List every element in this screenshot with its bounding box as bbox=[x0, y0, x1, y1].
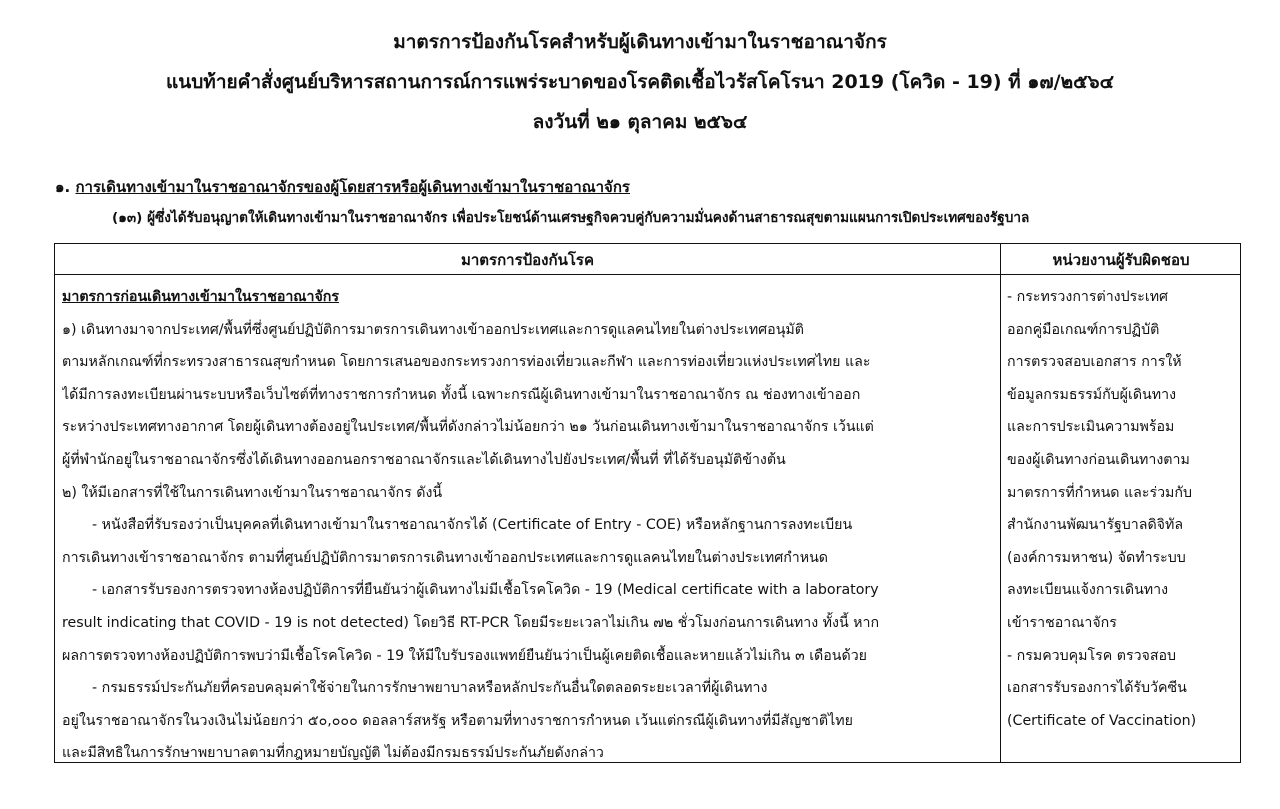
measures-cell bbox=[62, 281, 992, 770]
measures-line: และมีสิทธิในการรักษาพยาบาลตามที่กฎหมายบัญญัติ ไม่ต้องมีกรมธรรม์ประกันภัยดังกล่าว bbox=[62, 745, 604, 762]
column-header-responsible: หน่วยงานผู้รับผิดชอบ bbox=[1052, 251, 1190, 269]
responsible-line: และการประเมินความพร้อม bbox=[1007, 419, 1175, 436]
measures-line: ๑) เดินทางมาจากประเทศ/พื้นที่ซึ่งศูนย์ปฏิบัติการมาตรการเดินทางเข้าออกประเทศและการดูแลคนไทยในต่างประเทศอนุมัติ bbox=[62, 321, 804, 338]
responsible-line: เอกสารรับรองการได้รับวัคซีน bbox=[1007, 680, 1187, 697]
section-number: ๑. bbox=[55, 178, 71, 196]
responsible-line: - กรมควบคุมโรค ตรวจสอบ bbox=[1007, 647, 1177, 664]
responsible-line: ของผู้เดินทางก่อนเดินทางตาม bbox=[1007, 451, 1190, 468]
measures-line: ๒) ให้มีเอกสารที่ใช้ในการเดินทางเข้ามาในราชอาณาจักร ดังนี้ bbox=[62, 484, 443, 501]
responsible-line: - กระทรวงการต่างประเทศ bbox=[1007, 289, 1169, 305]
responsible-line: การตรวจสอบเอกสาร การให้ bbox=[1007, 354, 1182, 371]
section-heading bbox=[55, 176, 630, 198]
measures-line: การเดินทางเข้าราชอาณาจักร ตามที่ศูนย์ปฏิบัติการมาตรการเดินทางเข้าออกประเทศและการดูแลคนไทยในต่างประเทศกำหนด bbox=[62, 549, 829, 566]
column-header-measures: มาตรการป้องกันโรค bbox=[460, 251, 594, 269]
responsible-line: ข้อมูลกรมธรรม์กับผู้เดินทาง bbox=[1007, 386, 1176, 403]
measures-line: - เอกสารรับรองการตรวจทางห้องปฏิบัติการที่ยืนยันว่าผู้เดินทางไม่มีเชื้อโรคโควิด - 19 (Medical certificate with a laboratory bbox=[92, 582, 879, 599]
document-subtitle: แนบท้ายคำสั่งศูนย์บริหารสถานการณ์การแพร่ระบาดของโรคติดเชื้อไวรัสโคโรนา 2019 (โควิด - 19) ที่ ๑๗/๒๕๖๔ bbox=[166, 71, 1114, 93]
header-divider bbox=[55, 274, 1240, 275]
responsible-cell bbox=[1007, 281, 1237, 737]
measures-line: result indicating that COVID - 19 is not detected) โดยวิธี RT-PCR โดยมีระยะเวลาไม่เกิน ๗๒ ชั่วโมงก่อนการเดินทาง ทั้งนี้ หาก bbox=[62, 614, 880, 631]
responsible-line: มาตรการที่กำหนด และร่วมกับ bbox=[1007, 484, 1193, 501]
measures-line: ผลการตรวจทางห้องปฏิบัติการพบว่ามีเชื้อโรคโควิด - 19 ให้มีใบรับรองแพทย์ยืนยันว่าเป็นผู้เคยติดเชื้อและหายแล้วไม่เกิน ๓ เดือนด้วย bbox=[62, 647, 867, 664]
measures-line: - หนังสือที่รับรองว่าเป็นบุคคลที่เดินทางเข้ามาในราชอาณาจักรได้ (Certificate of Entry - COE) หรือหลักฐานการลงทะเบียน bbox=[92, 517, 853, 534]
measures-heading: มาตรการก่อนเดินทางเข้ามาในราชอาณาจักร bbox=[62, 289, 339, 305]
measures-table bbox=[54, 243, 1241, 763]
measures-line: ระหว่างประเทศทางอากาศ โดยผู้เดินทางต้องอยู่ในประเทศ/พื้นที่ดังกล่าวไม่น้อยกว่า ๒๑ วันก่อนเดินทางเข้ามาในราชอาณาจักร เว้นแต่ bbox=[62, 419, 874, 436]
responsible-line: ลงทะเบียนแจ้งการเดินทาง bbox=[1007, 582, 1169, 599]
responsible-line: ออกคู่มือเกณฑ์การปฏิบัติ bbox=[1007, 321, 1160, 338]
responsible-line: สำนักงานพัฒนารัฐบาลดิจิทัล bbox=[1007, 517, 1184, 534]
responsible-line: (Certificate of Vaccination) bbox=[1007, 712, 1197, 729]
section-title: การเดินทางเข้ามาในราชอาณาจักรของผู้โดยสารหรือผู้เดินทางเข้ามาในราชอาณาจักร bbox=[75, 178, 630, 196]
document-date: ลงวันที่ ๒๑ ตุลาคม ๒๕๖๔ bbox=[532, 111, 748, 133]
measures-line: ผู้ที่พำนักอยู่ในราชอาณาจักรซึ่งได้เดินทางออกนอกราชอาณาจักรและได้เดินทางไปยังประเทศ/พื้นที่ ที่ได้รับอนุมัติข้างต้น bbox=[62, 451, 786, 468]
column-divider bbox=[1000, 244, 1001, 762]
measures-line: อยู่ในราชอาณาจักรในวงเงินไม่น้อยกว่า ๕๐,๐๐๐ ดอลลาร์สหรัฐ หรือตามที่ทางราชการกำหนด เว้นแต่กรณีผู้เดินทางที่มีสัญชาติไทย bbox=[62, 712, 853, 729]
responsible-line: เข้าราชอาณาจักร bbox=[1007, 614, 1117, 631]
measures-line: ตามหลักเกณฑ์ที่กระทรวงสาธารณสุขกำหนด โดยการเสนอของกระทรวงการท่องเที่ยวและกีฬา และการท่องเที่ยวแห่งประเทศไทย และ bbox=[62, 354, 871, 371]
measures-line: - กรมธรรม์ประกันภัยที่ครอบคลุมค่าใช้จ่ายในการรักษาพยาบาลหรือหลักประกันอื่นใดตลอดระยะเวลาที่ผู้เดินทาง bbox=[92, 680, 768, 697]
document-title: มาตรการป้องกันโรคสำหรับผู้เดินทางเข้ามาในราชอาณาจักร bbox=[393, 31, 887, 53]
responsible-line: (องค์การมหาชน) จัดทำระบบ bbox=[1007, 549, 1186, 566]
measures-line: ได้มีการลงทะเบียนผ่านระบบหรือเว็บไซต์ที่ทางราชการกำหนด ทั้งนี้ เฉพาะกรณีผู้เดินทางเข้ามาในราชอาณาจักร ณ ช่องทางเข้าออก bbox=[62, 386, 861, 403]
section-subtitle: (๑๓) ผู้ซึ่งได้รับอนุญาตให้เดินทางเข้ามาในราชอาณาจักร เพื่อประโยชน์ด้านเศรษฐกิจควบคู่กับความมั่นคงด้านสาธารณสุขตามแผนการเปิดประเทศของรัฐบาล bbox=[112, 210, 1030, 226]
